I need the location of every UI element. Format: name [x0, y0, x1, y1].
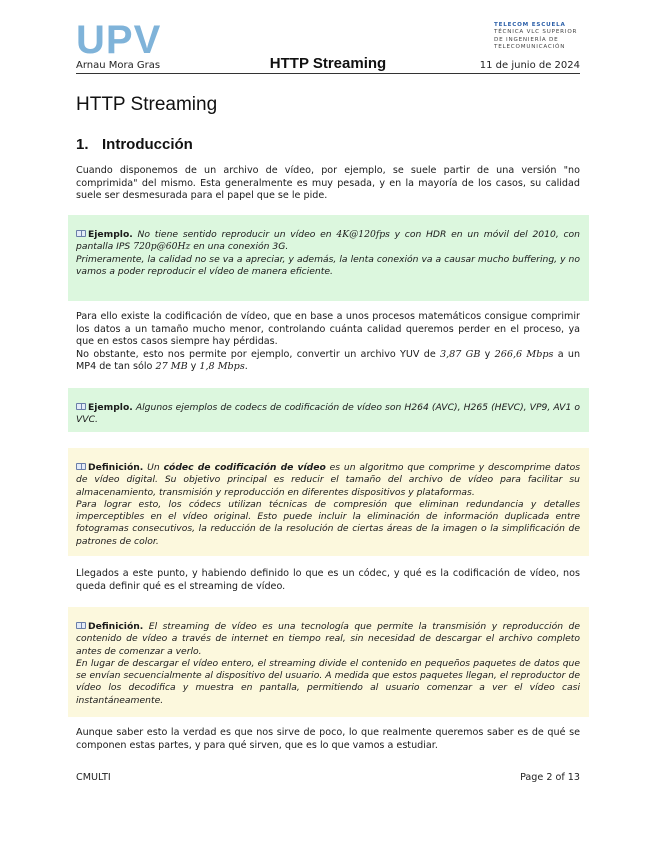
telecom-logo [494, 22, 580, 52]
header-date: 11 de junio de 2024 [479, 60, 580, 71]
upv-logo: UPV [76, 18, 162, 62]
telecom-logo-line: DE INGENIERÍA DE [494, 36, 559, 43]
box-text: En lugar de descargar el vídeo entero, el streaming divide el contenido en pequeños paquetes de datos que se envían secuencialmente al dispositivo del usuario. A medida que estos paquetes llegan, el reproductor de vídeo los decodifica y muestra en pantalla, permitiendo al usuario comenzar a ver el vídeo casi instantáneamente. [76, 657, 580, 706]
telecom-logo-line: TÉCNICA VLC SUPERIOR [494, 29, 578, 36]
section-number: 1. [76, 136, 89, 153]
book-icon [76, 463, 86, 470]
section-heading [76, 136, 193, 153]
box-text: Algunos ejemplos de codecs de codificación de vídeo son H264 (AVC), H265 (HEVC), VP9, AV1 o VVC. [76, 402, 580, 426]
example-box-1: Ejemplo. No tiene sentido reproducir un vídeo en 4K@120fps y con HDR en un móvil del 2010, con pantalla IPS 720p@60Hz en una conexión 3G. Primeramente, la calidad no se va a apreciar, y además, la lenta conexión va a causar mucho buffering, y no vamos a poder reproducir el vídeo de manera eficiente. [68, 215, 589, 301]
author-name: Arnau Mora Gras [76, 60, 161, 71]
box-text: Primeramente, la calidad no se va a apreciar, y además, la lenta conexión va a causar mucho buffering, y no vamos a poder reproducir el vídeo de manera eficiente. [76, 253, 580, 277]
math-expression: 1,8 Mbps [199, 361, 245, 373]
book-icon [76, 230, 86, 237]
box-label: Ejemplo. [88, 402, 133, 413]
footer-course: CMULTI [76, 772, 111, 783]
box-label: Definición. [88, 462, 144, 473]
math-expression: 3,87 GB [440, 348, 481, 360]
telecom-logo-line: TELECOMUNICACIÓN [494, 44, 566, 51]
header-divider [76, 73, 580, 74]
header-title: HTTP Streaming [269, 55, 387, 72]
math-expression: 27 MB [155, 361, 188, 373]
document-title: HTTP Streaming [76, 94, 218, 115]
page-header [76, 20, 580, 74]
paragraph-transition: Llegados a este punto, y habiendo definido lo que es un códec, y qué es la codificación de vídeo, nos queda definir qué es el streaming de vídeo. [76, 568, 580, 592]
math-expression: 266,6 Mbps [494, 348, 554, 360]
paragraph-intro: Cuando disponemos de un archivo de vídeo, por ejemplo, se suele partir de una versión "no comprimida" del mismo. Esta generalmente es muy pesada, y en la mayoría de los casos, su calidad suele ser desmesurada para el papel que se le pide. [76, 165, 580, 202]
box-text: Para lograr esto, los códecs utilizan técnicas de compresión que eliminan redundancia y detalles imperceptibles en el vídeo original. Esto puede incluir la eliminación de información duplicada entre fotogramas consecutivos, la reducción de la resolución de ciertas áreas de la imagen o la simplificación de patrones de color. [76, 498, 580, 547]
box-label: Ejemplo. [88, 229, 133, 240]
paragraph-codification: Para ello existe la codificación de vídeo, que en base a unos procesos matemáticos consigue comprimir los datos a un tamaño mucho menor, controlando cuánta calidad queremos perder en el proceso, ya que en estos casos siempre hay pérdidas. No obstante, esto nos permite por ejemplo, convertir un archivo YUV de 3,87 GB y 266,6 Mbps a un MP4 de tan sólo 27 MB y 1,8 Mbps. [76, 311, 581, 373]
section-title: Introducción [102, 136, 193, 153]
page-number: Page 2 of 13 [520, 772, 580, 783]
box-label: Definición. [88, 621, 144, 632]
definition-box-1: Definición. Un códec de codificación de vídeo es un algoritmo que comprime y descomprime datos de vídeo digital. Su objetivo principal es reducir el tamaño del archivo de vídeo para facilitar su almacenamiento, transmisión y reproducción en diferentes dispositivos y plataformas. Para lograr esto, los códecs utilizan técnicas de compresión que eliminan redundancia y detalles imperceptibles en el vídeo original. Esto puede incluir la eliminación de información duplicada entre fotogramas consecutivos, la reducción de la resolución de ciertas áreas de la imagen o la simplificación de patrones de color. [68, 448, 589, 556]
book-icon [76, 622, 86, 629]
math-expression: 720p@60Hz [133, 241, 191, 253]
book-icon [76, 403, 86, 410]
telecom-logo-line: TELECOM ESCUELA [494, 22, 566, 28]
defined-term: códec de codificación de vídeo [163, 462, 326, 473]
math-expression: 4K@120fps [336, 229, 390, 240]
paragraph-closing: Aunque saber esto la verdad es que nos sirve de poco, lo que realmente queremos saber es de qué se componen estas partes, y para qué sirven, que es lo que vamos a estudiar. [76, 727, 580, 751]
example-box-2 [68, 388, 589, 432]
definition-box-2: Definición. El streaming de vídeo es una tecnología que permite la transmisión y reproducción de contenido de vídeo a través de internet en tiempo real, sin necesidad de descargar el archivo completo antes de comenzar a verlo. En lugar de descargar el vídeo entero, el streaming divide el contenido en pequeños paquetes de datos que se envían secuencialmente al dispositivo del usuario. A medida que estos paquetes llegan, el reproductor de vídeo los decodifica y muestra en pantalla, permitiendo al usuario comenzar a ver el vídeo casi instantáneamente. [68, 607, 589, 717]
